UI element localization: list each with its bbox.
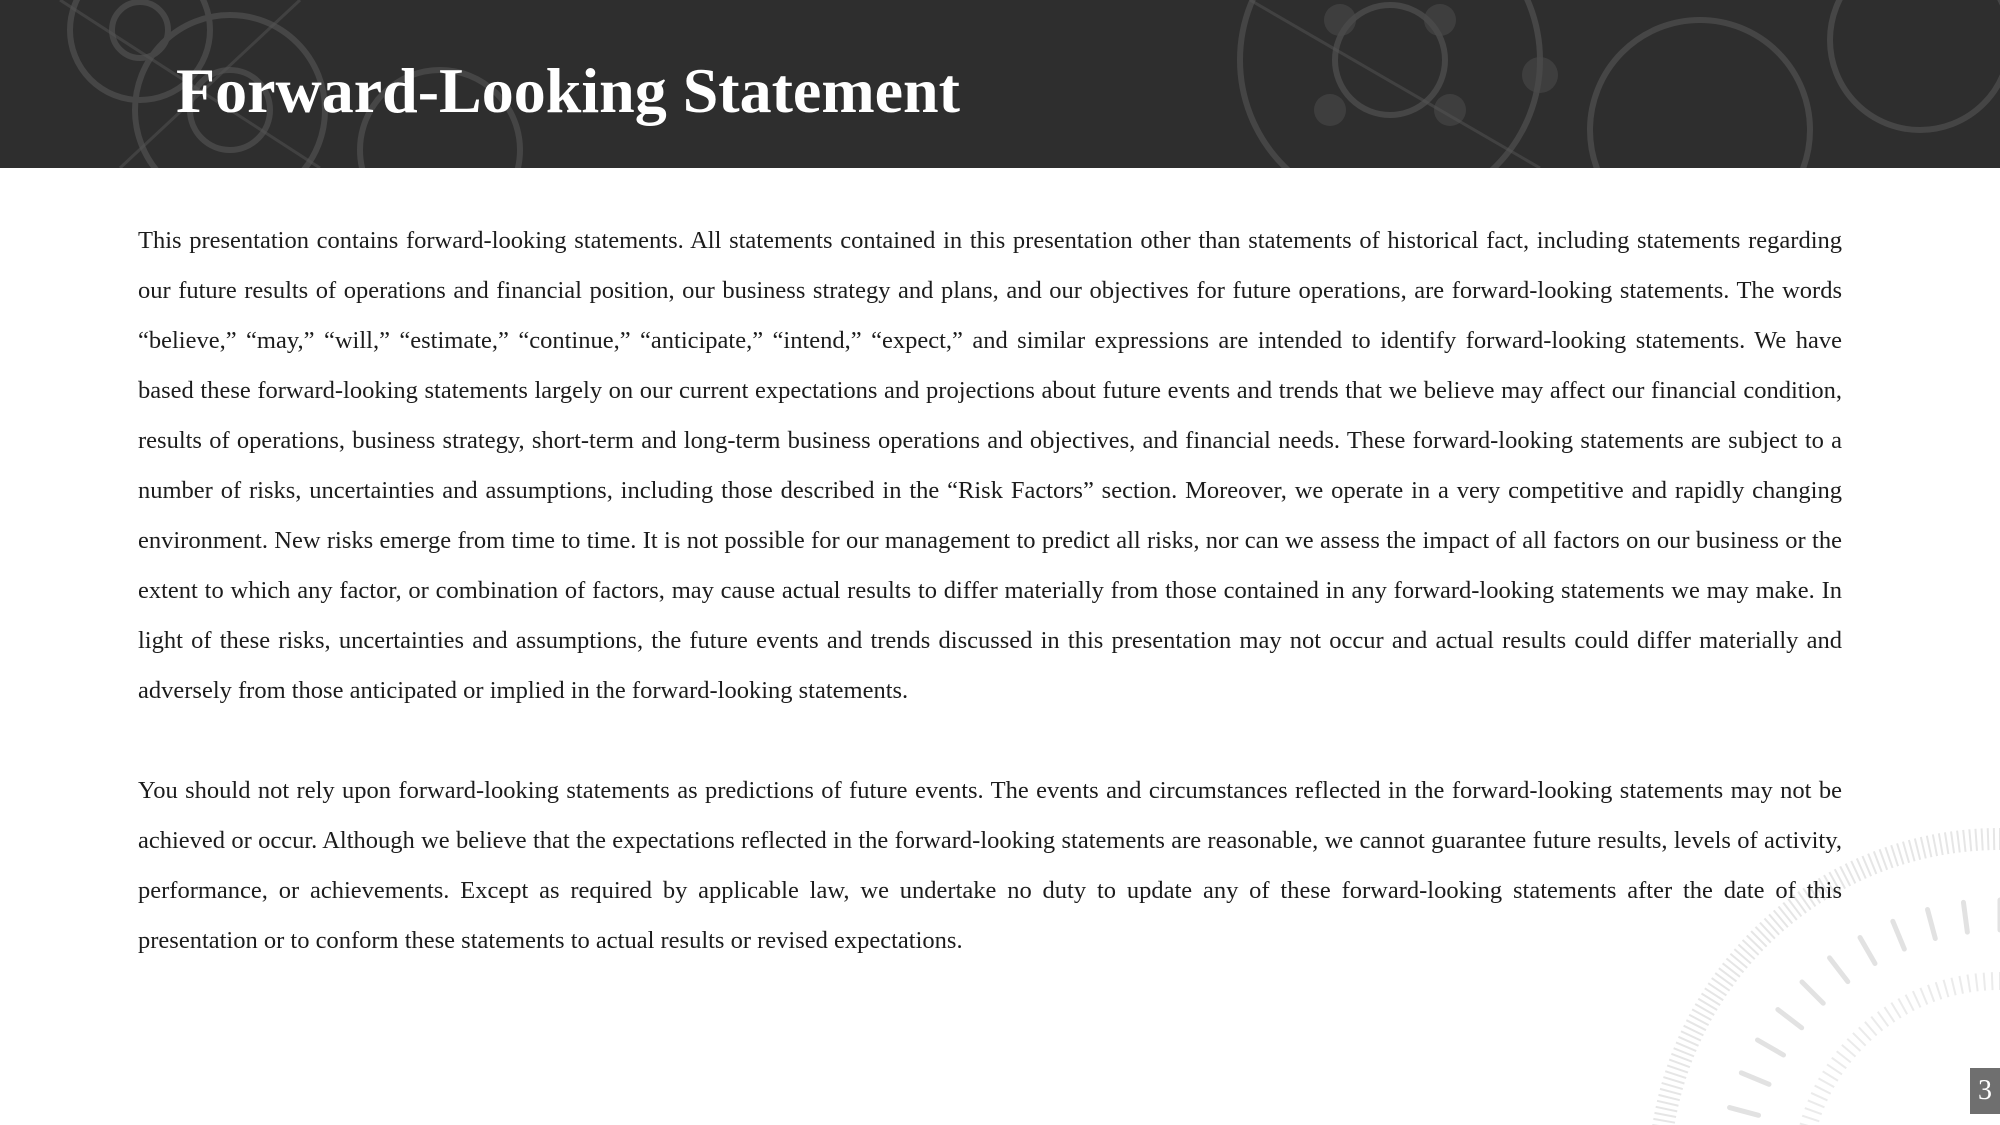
disclaimer-paragraph-1: This presentation contains forward-looking statements. All statements contained in this presentation other than statements of historical fact, including statements regarding our future results of operations and financial position, our business strategy and plans, and our objectives for future operations, are forward-looking statements. The words “believe,” “may,” “will,” “estimate,” “continue,” “anticipate,” “intend,” “expect,” and similar expressions are intended to identify forward-looking statements. We have based these forward-looking statements largely on our current expectations and projections about future events and trends that we believe may affect our financial condition, results of operations, business strategy, short-term and long-term business operations and objectives, and financial needs. These forward-looking statements are subject to a number of risks, uncertainties and assumptions, including those described in the “Risk Factors” section. Moreover, we operate in a very competitive and rapidly changing environment. New risks emerge from time to time. It is not possible for our management to predict all risks, nor can we assess the impact of all factors on our business or the extent to which any factor, or combination of factors, may cause actual results to differ materially from those contained in any forward-looking statements we may make. In light of these risks, uncertainties and assumptions, the future events and trends discussed in this presentation may not occur and actual results could differ materially and adversely from those anticipated or implied in the forward-looking statements. [138, 227, 1842, 704]
page-number-badge: 3 [1970, 1068, 2000, 1114]
header-banner [0, 0, 2000, 168]
disclaimer-body [138, 216, 1842, 966]
disclaimer-paragraph-2: You should not rely upon forward-looking statements as predictions of future events. The events and circumstances reflected in the forward-looking statements may not be achieved or occur. Although we believe that the expectations reflected in the forward-looking statements are reasonable, we cannot guarantee future results, levels of activity, performance, or achievements. Except as required by applicable law, we undertake no duty to update any of these forward-looking statements after the date of this presentation or to conform these statements to actual results or revised expectations. [138, 777, 1842, 954]
slide-title: Forward-Looking Statement [176, 55, 960, 126]
